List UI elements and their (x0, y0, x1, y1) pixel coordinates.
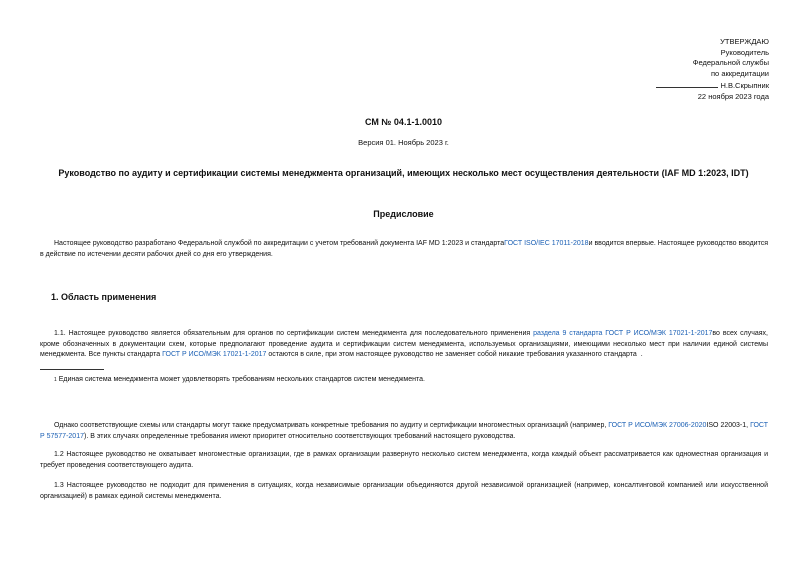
preface-text-a: Настоящее руководство разработано Федеральной службой по аккредитации с учетом требований документа IAF MD 1:2023 и стандарта (54, 240, 505, 247)
document-number: СМ № 04.1-1.0010 (365, 117, 442, 127)
pcont-text-b: ISO 22003-1, (706, 422, 749, 429)
footnote-divider (40, 369, 104, 370)
gost-17021-section9-link[interactable]: раздела 9 стандарта ГОСТ Р ИСО/МЭК 17021-1-2017 (533, 330, 713, 337)
preface-heading: Предисловие (373, 209, 434, 219)
approver-position-line1: Руководитель (720, 47, 769, 57)
p11-text-a: 1.1. Настоящее руководство является обязательным для органов по сертификации систем менеджмента для последовательного применения (54, 330, 531, 337)
p11-text-b: во всех случаях, кроме обозначенных в документации схем, которые предполагают проведение аудита и сертификации систем менеджмента, используемых организациями, имеющими несколько мест при наличии единой системы менеджмента. Все пункты стандарта (40, 330, 768, 358)
approval-date: 22 ноября 2023 года (697, 91, 769, 101)
gost-27006-link[interactable]: ГОСТ Р ИСО/МЭК 27006-2020 (608, 422, 707, 429)
document-version: Версия 01. Ноябрь 2023 г. (358, 138, 449, 147)
section-1-heading: 1. Область применения (51, 292, 157, 302)
gost-17011-link[interactable]: ГОСТ ISO/IEC 17011-2018 (504, 240, 589, 247)
signature-blank (656, 79, 718, 88)
footnote-marker: 1 (54, 377, 57, 383)
gost-17021-link[interactable]: ГОСТ Р ИСО/МЭК 17021-1-2017 (162, 351, 267, 358)
paragraph-1-1 (40, 329, 768, 361)
preface-paragraph (40, 239, 768, 260)
approval-block (569, 37, 769, 102)
preface-text-b: и вводится впервые. Настоящее руководство вводится в действие по истечении десяти рабочих дней со дня его утверждения. (40, 240, 768, 258)
paragraph-1-2: 1.2 Настоящее руководство не охватывает многоместные организации, где в рамках организации развернуто несколько систем менеджмента, когда каждый объект рассматривается как одноместная организация и требует проведения соответствующего аудита. (40, 451, 768, 469)
pcont-text-a: Однако соответствующие схемы или стандарты могут также предусматривать конкретные требования по аудиту и сертификации многоместных организаций (например, (54, 422, 607, 429)
approver-position-line2: Федеральной службы (692, 58, 769, 67)
paragraph-continuation (40, 421, 768, 442)
approver-position-line3: по аккредитации (711, 68, 769, 78)
gost-57577-link[interactable]: ГОСТ Р 57577-2017 (40, 422, 769, 440)
signature-row (569, 79, 769, 92)
approver-name: Н.В.Скрыпник (720, 81, 769, 90)
footnote (54, 375, 425, 385)
approve-label: УТВЕРЖДАЮ (720, 37, 769, 46)
document-title: Руководство по аудиту и сертификации системы менеджмента организаций, имеющих несколько мест осуществления деятельности (IAF MD 1:2023, IDT) (58, 168, 749, 178)
paragraph-1-3: 1.3 Настоящее руководство не подходит для применения в ситуациях, когда независимые организации объединяются другой независимой организацией (например, консалтинговой компанией или искусственной организацией) в рамках единой системы менеджмента. (40, 482, 768, 500)
footnote-text: Единая система менеджмента может удовлетворять требованиям нескольких стандартов систем менеджмента. (58, 376, 425, 383)
p11-text-c: остаются в силе, при этом настоящее руководство не заменяет собой никакие требования указанного стандарта (268, 351, 637, 358)
p11-end: . (640, 351, 643, 358)
pcont-text-c: ). В этих случаях определенные требования имеют приоритет относительно соответствующих требований настоящего руководства. (83, 432, 516, 440)
